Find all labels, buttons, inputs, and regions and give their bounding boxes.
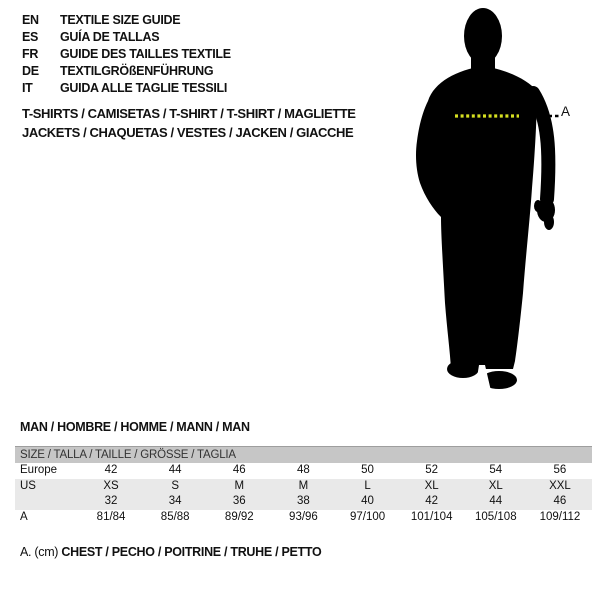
table-cell: 38 [297,495,310,507]
language-code: EN [22,12,39,27]
footnote-prefix: A. (cm) [20,545,59,559]
footnote-text: CHEST / PECHO / POITRINE / TRUHE / PETTO [61,545,322,559]
table-cell: XL [488,479,503,492]
body-shape [416,66,537,369]
language-code: FR [22,46,39,61]
language-code: IT [22,80,33,95]
table-row [15,463,592,479]
language-row [22,79,231,96]
language-label: GUIDE DES TAILLES TEXTILE [60,46,231,61]
table-cell: 109/112 [539,510,581,523]
table-cell: 34 [168,495,182,507]
table-cell: 46 [553,495,567,507]
category-line-tshirts: T-SHIRTS / CAMISETAS / T-SHIRT / T-SHIRT / MAGLIETTE [22,106,356,121]
language-code: DE [22,63,39,78]
language-row [22,62,231,79]
table-cell: 52 [425,464,439,476]
right-arm-shape [533,93,548,199]
table-cell: 89/92 [224,510,254,523]
table-cell: XS [103,479,119,492]
section-title-man: MAN / HOMBRE / HOMME / MANN / MAN [20,420,250,434]
measurement-footnote [20,545,321,559]
right-thumb-shape [534,200,542,212]
measure-label-a: A [561,104,571,119]
table-cell: 32 [104,495,118,507]
man-silhouette-svg [405,3,600,395]
table-cell: XXL [549,479,571,492]
row-label: US [20,479,36,492]
row-label: Europe [20,464,58,476]
language-label: GUÍA DE TALLAS [60,29,160,44]
table-cell: 46 [232,464,246,476]
table-row [15,479,592,495]
table-cell: L [364,479,371,492]
table-cell: 105/108 [475,510,517,523]
table-cell: 44 [168,464,182,476]
row-label: A [20,510,28,523]
size-table-header: SIZE / TALLA / TAILLE / GRÖSSE / TAGLIA [15,446,592,463]
language-list [22,11,231,96]
table-row [15,494,592,510]
table-cell: 36 [232,495,246,507]
language-label: TEXTILGRÖßENFÜHRUNG [60,63,214,78]
language-row [22,45,231,62]
table-cell: M [234,479,245,492]
category-line-jackets: JACKETS / CHAQUETAS / VESTES / JACKEN / GIACCHE [22,125,354,140]
table-cell: 85/88 [160,510,190,523]
table-cell: 50 [361,464,374,476]
size-table [15,446,592,525]
table-cell: 56 [553,464,567,476]
table-cell: 42 [104,464,118,476]
table-cell: 93/96 [289,510,318,523]
head-shape [464,8,502,64]
table-cell: 101/104 [410,510,453,523]
table-row [15,510,592,526]
table-cell: 42 [425,495,439,507]
table-cell: 54 [489,464,503,476]
table-cell: M [298,479,309,492]
table-cell: 97/100 [349,510,386,523]
table-cell: 81/84 [96,510,126,523]
row-label [15,494,79,510]
man-silhouette [405,3,600,395]
table-cell: XL [424,479,439,492]
size-table-body [15,463,592,525]
language-label: GUIDA ALLE TAGLIE TESSILI [60,80,228,95]
category-lines [22,104,356,142]
left-foot-shape [447,360,479,378]
language-label: TEXTILE SIZE GUIDE [60,12,181,27]
table-cell: 48 [297,464,310,476]
language-row [22,28,231,45]
language-code: ES [22,29,39,44]
table-cell: 44 [489,495,503,507]
table-cell: 40 [361,495,374,507]
table-cell: S [171,479,180,492]
right-fingers-shape [544,214,554,230]
language-row [22,11,231,28]
